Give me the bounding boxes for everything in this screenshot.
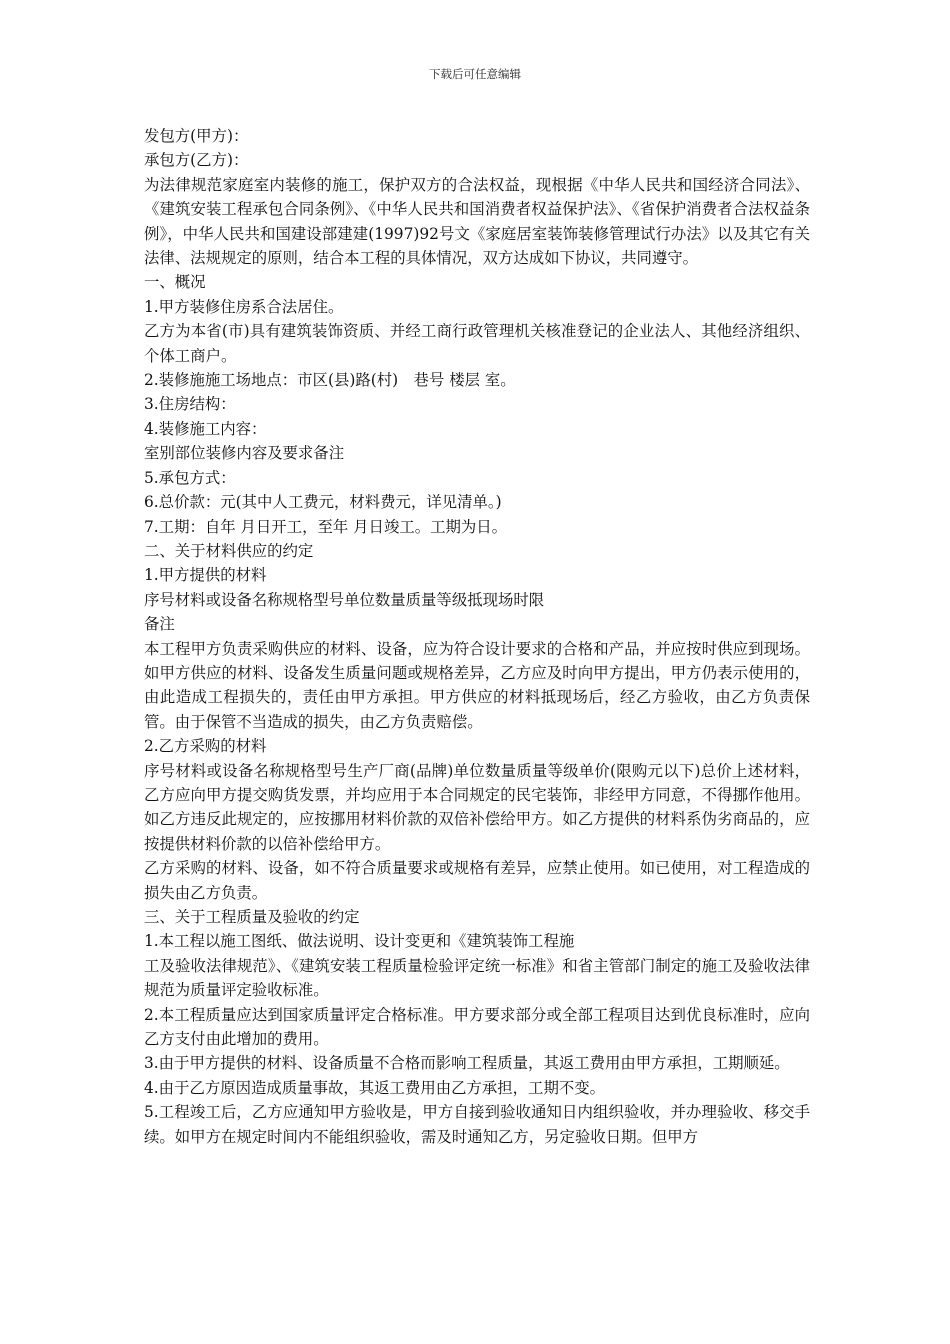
paragraph: 为法律规范家庭室内装修的施工，保护双方的合法权益，现根据《中华人民共和国经济合同法》、《建筑安装工程承包合同条例》、《中华人民共和国消费者权益保护法》、《省保护消费者合法权益条例》，中华人民共和国建设部建建(1997)92号文《家庭居室装饰装修管理试行办法》以及其它有关法律、法规规定的原则，结合本工程的具体情况，双方达成如下协议，共同遵守。 [144,175,810,268]
paragraph: 乙方采购的材料、设备，如不符合质量要求或规格有差异，应禁止使用。如已使用，对工程造成的损失由乙方负责。 [144,859,810,902]
paragraph: 4.装修施工内容： [144,419,267,438]
paragraph: 发包方(甲方)： [144,127,249,145]
paragraph: 5.承包方式： [144,468,236,487]
paragraph: 备注 [144,615,175,634]
paragraph: 4.由于乙方原因造成质量事故，其返工费用由乙方承担，工期不变。 [144,1078,606,1097]
paragraph: 2.乙方采购的材料 [144,737,267,756]
paragraph: 1.甲方装修住房系合法居住。 [144,297,344,316]
header-note: 下载后可任意编辑 [429,67,521,81]
section-heading: 二、关于材料供应的约定 [144,541,314,560]
paragraph: 序号材料或设备名称规格型号单位数量质量等级抵现场时限 [144,590,545,609]
document-body [144,124,810,1149]
paragraph: 1.本工程以施工图纸、做法说明、设计变更和《建筑装饰工程施 [144,932,575,951]
section-heading: 三、关于工程质量及验收的约定 [144,908,360,926]
paragraph: 6.总价款：元(其中人工费元，材料费元，详见清单。) [144,493,502,512]
paragraph: 乙方为本省(市)具有建筑装饰资质、并经工商行政管理机关核准登记的企业法人、其他经济组织、个体工商户。 [144,322,810,365]
paragraph: 承包方(乙方)： [144,151,249,170]
paragraph: 工及验收法律规范》、《建筑安装工程质量检验评定统一标准》和省主管部门制定的施工及验收法律规范为质量评定验收标准。 [144,956,810,1000]
section-heading: 一、概况 [144,273,206,292]
paragraph: 1.甲方提供的材料 [144,566,267,585]
paragraph: 3.住房结构： [144,395,236,414]
paragraph: 本工程甲方负责采购供应的材料、设备，应为符合设计要求的合格和产品，并应按时供应到现场。如甲方供应的材料、设备发生质量问题或规格差异，乙方应及时向甲方提出，甲方仍表示使用的，由此造成工程损失的，责任由甲方承担。甲方供应的材料抵现场后，经乙方验收，由乙方负责保管。由于保管不当造成的损失，由乙方负责赔偿。 [144,639,810,731]
paragraph: 7.工期：自年 月日开工，至年 月日竣工。工期为日。 [144,517,508,536]
paragraph: 3.由于甲方提供的材料、设备质量不合格而影响工程质量，其返工费用由甲方承担，工期顺延。 [144,1054,790,1073]
paragraph: 2.本工程质量应达到国家质量评定合格标准。甲方要求部分或全部工程项目达到优良标准时，应向乙方支付由此增加的费用。 [144,1005,810,1049]
paragraph: 室别部位装修内容及要求备注 [144,444,345,463]
paragraph: 2.装修施施工场地点：市区(县)路(村) 巷号 楼层 室。 [144,371,516,390]
paragraph: 序号材料或设备名称规格型号生产厂商(品牌)单位数量质量等级单价(限购元以下)总价上述材料，乙方应向甲方提交购货发票，并均应用于本合同规定的民宅装饰，非经甲方同意，不得挪作他用。如乙方违反此规定的，应按挪用材料价款的双倍补偿给甲方。如乙方提供的材料系伪劣商品的，应按提供材料价款的以倍补偿给甲方。 [144,761,810,853]
paragraph: 5.工程竣工后，乙方应通知甲方验收是，甲方自接到验收通知日内组织验收，并办理验收、移交手续。如甲方在规定时间内不能组织验收，需及时通知乙方，另定验收日期。但甲方 [144,1103,810,1146]
